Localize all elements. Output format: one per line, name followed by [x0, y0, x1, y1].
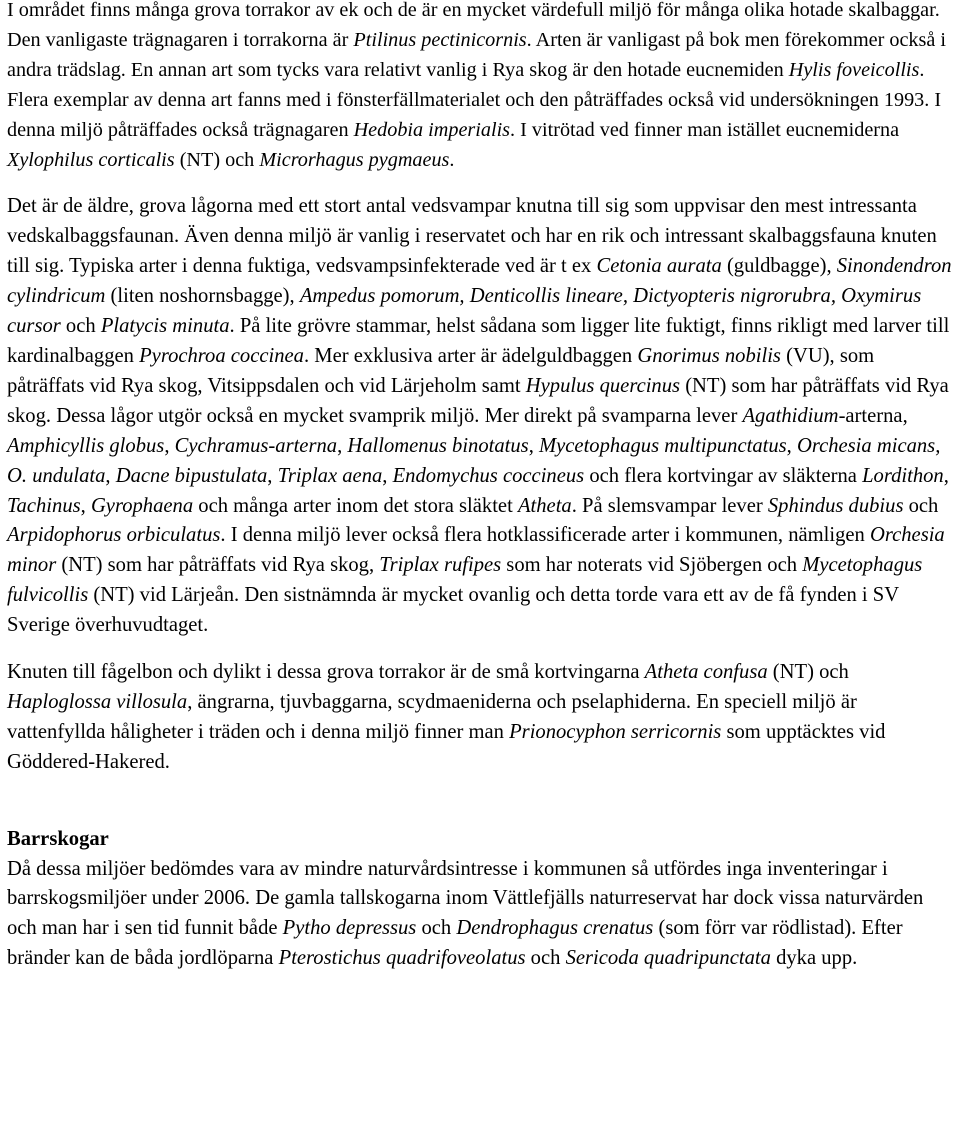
- species-name: Sphindus dubius: [767, 494, 904, 517]
- text-run: Knuten till fågelbon och dylikt i dessa grova torrakor är de små kortvingarna: [7, 661, 645, 684]
- text-run: (som förr var rödlistad). Efter bränder kan de båda jordlöparna: [7, 917, 903, 970]
- text-run: . På lite grövre stammar, helst sådana som ligger lite fuktigt, finns rikligt med larver till kardinalbaggen: [7, 315, 950, 367]
- species-name: Atheta confusa: [644, 661, 768, 684]
- paragraph-old-logs: [7, 192, 953, 641]
- species-name: Atheta: [517, 494, 572, 517]
- text-run: och: [903, 494, 939, 517]
- text-run: och flera kortvingar av släkterna: [584, 464, 863, 487]
- text-run: och: [525, 947, 566, 970]
- species-name: Pterostichus quadrifoveolatus: [278, 947, 526, 970]
- species-name: Prionocyphon serricornis: [509, 720, 722, 743]
- text-run: . På slemsvampar lever: [571, 494, 768, 517]
- text-run: dyka upp.: [770, 947, 858, 970]
- text-run: ,: [528, 434, 539, 457]
- document-page: [7, 0, 953, 974]
- species-name: Microrhagus pygmaeus: [259, 148, 450, 171]
- text-run: ,: [786, 434, 797, 457]
- species-name: Ptilinus pectinicornis: [353, 28, 527, 51]
- species-name: Orchesia minor: [7, 524, 945, 577]
- species-name: Gnorimus nobilis: [637, 344, 781, 367]
- text-run: och många arter inom det stora släktet: [193, 494, 518, 517]
- species-name: Xylophilus corticalis: [7, 148, 175, 171]
- species-name: Cetonia aurata: [596, 255, 722, 278]
- paragraph-gap: [7, 175, 953, 192]
- text-run: som har noterats vid Sjöbergen och: [501, 554, 803, 577]
- species-name: Cychramus-arterna: [174, 434, 338, 457]
- species-name: Sericoda quadripunctata: [565, 947, 771, 970]
- text-run: (NT) som har påträffats vid Rya skog,: [56, 554, 380, 577]
- text-run: . Arten är vanligast på bok men förekommer också i andra trädslag. En annan art som tycks vara relativt vanlig i Rya skog är den hotade eucnemiden: [7, 28, 946, 81]
- text-run: (VU), som påträffats vid Rya skog, Vitsippsdalen och vid Lärjeholm samt: [7, 344, 875, 397]
- text-run: (guldbagge),: [721, 255, 837, 278]
- species-name: Dacne bipustulata: [115, 464, 268, 487]
- text-run: . Mer exklusiva arter är ädelguldbaggen: [303, 344, 638, 367]
- paragraph-gap: [7, 641, 953, 658]
- text-run: ,: [337, 434, 348, 457]
- species-name: Hedobia imperialis: [353, 118, 511, 141]
- species-name: Hylis foveicollis: [788, 58, 920, 81]
- text-run: ,: [164, 434, 175, 457]
- species-name: Triplax rufipes: [379, 554, 502, 577]
- text-run: I området finns många grova torrakor av ek och de är en mycket värdefull miljö för många olika hotade skalbaggar. Den vanligaste trägnagaren i torrakorna är: [7, 0, 940, 51]
- text-run: (liten noshornsbagge),: [105, 285, 300, 308]
- text-run: . I denna miljö lever också flera hotklassificerade arter i kommunen, nämligen: [220, 524, 870, 547]
- species-name: Mycetophagus multipunctatus: [539, 434, 787, 457]
- text-run: som upptäcktes vid Göddered-Hakered.: [7, 720, 886, 773]
- species-name: Agathidium: [742, 404, 839, 427]
- text-run: ,: [105, 464, 116, 487]
- species-name: Triplax aena: [277, 464, 383, 487]
- species-name: Endomychus coccineus: [392, 464, 585, 487]
- species-name: Orchesia micans, O.: [7, 434, 941, 487]
- species-name: Pyrochroa coccinea: [139, 344, 304, 367]
- paragraph-conifer-forests: [7, 825, 953, 975]
- text-run: (NT) och: [174, 148, 260, 171]
- text-run: -arterna,: [838, 404, 908, 427]
- text-run: .: [449, 148, 455, 171]
- text-run: (NT) och: [767, 661, 849, 684]
- species-name: Pytho depressus: [282, 917, 417, 940]
- text-run: ,: [267, 464, 278, 487]
- species-name: Platycis minuta: [100, 315, 230, 338]
- text-run: . Flera exemplar av denna art fanns med i fönsterfällmaterialet och den påträffades också vid undersökningen 1993. I denna miljö påträffades också trägnagaren: [7, 58, 942, 141]
- text-run: Det är de äldre, grova lågorna med ett stort antal vedsvampar knutna till sig som uppvisar den mest intressanta vedskalbaggsfaunan. Även denna miljö är vanlig i reservatet och har en rik och intressant skalbaggsfauna knuten till sig. Typiska arter i denna fuktiga, vedsvampsinfekterade ved är t ex: [7, 195, 937, 278]
- text-run: och: [60, 315, 101, 338]
- paragraph-bird-nests: [7, 658, 953, 778]
- text-run: . I vitrötad ved finner man istället eucnemiderna: [510, 118, 900, 141]
- species-name: Mycetophagus fulvicollis: [7, 554, 923, 607]
- text-run: och: [416, 917, 457, 940]
- text-run: (NT) vid Lärjeån. Den sistnämnda är mycket ovanlig och detta torde vara ett av de få fynden i SV Sverige överhuvudtaget.: [7, 584, 899, 637]
- species-name: Haploglossa villosula: [7, 690, 188, 713]
- species-name: Hallomenus binotatus: [347, 434, 529, 457]
- species-name: Amphicyllis globus: [7, 434, 165, 457]
- species-name: Tachinus: [7, 494, 81, 517]
- species-name: Arpidophorus orbiculatus: [7, 524, 221, 547]
- text-run: , ängrarna, tjuvbaggarna, scydmaeniderna och pselaphiderna. En speciell miljö är vattenfyllda håligheter i träden och i denna miljö finner man: [7, 690, 857, 743]
- species-name: Hypulus quercinus: [525, 374, 681, 397]
- species-name: Gyrophaena: [90, 494, 194, 517]
- text-run: Då dessa miljöer bedömdes vara av mindre naturvårdsintresse i kommunen så utfördes inga inventeringar i barrskogsmiljöer under 2006. De gamla tallskogarna inom Vättlefjälls naturreservat har dock vissa naturvärden och man har i sen tid funnit både: [7, 857, 924, 940]
- text-run: ,: [80, 494, 91, 517]
- species-name: undulata: [32, 464, 106, 487]
- text-run: ,: [382, 464, 393, 487]
- species-name: Ampedus pomorum, Denticollis lineare, Dictyopteris nigrorubra, Oxymirus cursor: [7, 285, 922, 338]
- species-name: Dendrophagus crenatus: [456, 917, 654, 940]
- species-name: Sinondendron cylindricum: [7, 255, 952, 308]
- species-name: Lordithon: [862, 464, 944, 487]
- text-run: ,: [943, 464, 949, 487]
- section-gap: [7, 778, 953, 825]
- section-heading: Barrskogar: [7, 827, 109, 850]
- paragraph-oak-snags: [7, 0, 953, 175]
- text-run: (NT) som har påträffats vid Rya skog. Dessa lågor utgör också en mycket svamprik miljö. Mer direkt på svamparna lever: [7, 374, 949, 427]
